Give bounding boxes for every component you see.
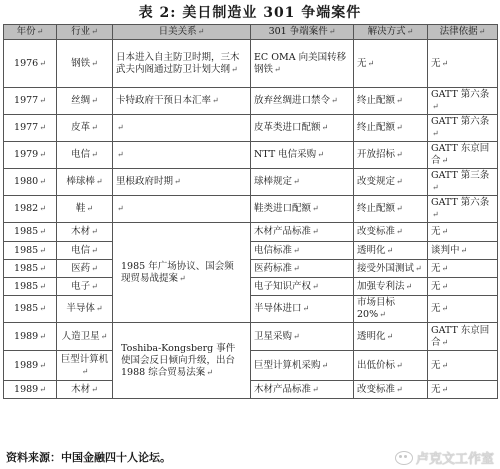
table-row — [4, 242, 498, 260]
cell-resolution: 终止配额↵ — [354, 196, 428, 223]
cell-case: 鞋类进口配额↵ — [251, 196, 354, 223]
cell-basis: GATT 东京回合↵ — [428, 323, 498, 351]
cell-case: 木材产品标准↵ — [251, 381, 354, 399]
cell-basis: 无↵ — [428, 40, 498, 88]
cell-year: 1985↵ — [4, 223, 57, 242]
cell-industry: 丝绸↵ — [57, 88, 113, 115]
table-row — [4, 323, 498, 351]
source-note: 资料来源：中国金融四十人论坛。 — [6, 451, 171, 464]
cell-industry: 木材↵ — [57, 223, 113, 242]
table-row — [4, 88, 498, 115]
cell-resolution: 透明化↵ — [354, 323, 428, 351]
cell-case: 电信标准↵ — [251, 242, 354, 260]
cell-case: 球棒规定↵ — [251, 169, 354, 196]
cell-industry: 电子↵ — [57, 278, 113, 296]
table-row — [4, 115, 498, 142]
cell-basis: 无↵ — [428, 351, 498, 381]
cell-case: NTT 电信采购↵ — [251, 142, 354, 169]
cell-case: 半导体进口↵ — [251, 296, 354, 323]
table-header-row — [4, 25, 498, 40]
cell-case: 皮革类进口配额↵ — [251, 115, 354, 142]
table-row — [4, 40, 498, 88]
header-basis: 法律依据↵ — [428, 25, 498, 40]
cell-case: 卫星采购↵ — [251, 323, 354, 351]
cell-case: 电子知识产权↵ — [251, 278, 354, 296]
table-row — [4, 351, 498, 381]
cell-case: 放弃丝绸进口禁令↵ — [251, 88, 354, 115]
table-row — [4, 169, 498, 196]
cell-year: 1985↵ — [4, 278, 57, 296]
cell-basis: GATT 第六条↵ — [428, 115, 498, 142]
cell-relation-1989: Toshiba-Kongsberg 事件使国会反日倾向升级，出台 1988 综合贸易法案↵ — [113, 323, 251, 399]
cell-basis: 无↵ — [428, 223, 498, 242]
table-row — [4, 381, 498, 399]
header-industry: 行业↵ — [57, 25, 113, 40]
cell-year: 1985↵ — [4, 242, 57, 260]
cell-resolution: 市场目标 20%↵ — [354, 296, 428, 323]
cell-year: 1989↵ — [4, 381, 57, 399]
cell-industry: 电信↵ — [57, 142, 113, 169]
trade-cases-table — [3, 24, 498, 399]
header-year: 年份↵ — [4, 25, 57, 40]
watermark — [395, 448, 494, 467]
header-resolution: 解决方式↵ — [354, 25, 428, 40]
cell-year: 1976↵ — [4, 40, 57, 88]
cell-industry: 电信↵ — [57, 242, 113, 260]
cell-resolution: 加强专利法↵ — [354, 278, 428, 296]
cell-basis: 谈判中↵ — [428, 242, 498, 260]
cell-year: 1977↵ — [4, 115, 57, 142]
cell-industry: 人造卫星↵ — [57, 323, 113, 351]
cell-industry: 棒球棒↵ — [57, 169, 113, 196]
cell-resolution: 改变标准↵ — [354, 381, 428, 399]
cell-relation-1985: 1985 年广场协议、国会频现贸易战提案↵ — [113, 223, 251, 323]
cell-industry: 钢铁↵ — [57, 40, 113, 88]
watermark-text: 卢克文工作室 — [415, 452, 494, 467]
cell-resolution: 终止配额↵ — [354, 115, 428, 142]
cell-industry: 半导体↵ — [57, 296, 113, 323]
cell-relation: 卡特政府干预日本汇率↵ — [113, 88, 251, 115]
cell-basis: 无↵ — [428, 260, 498, 278]
table-row — [4, 223, 498, 242]
cell-case: 巨型计算机采购↵ — [251, 351, 354, 381]
cell-year: 1982↵ — [4, 196, 57, 223]
cell-case: EC OMA 向美国转移钢铁↵ — [251, 40, 354, 88]
cell-industry: 木材↵ — [57, 381, 113, 399]
cell-resolution: 改变标准↵ — [354, 223, 428, 242]
cell-year: 1980↵ — [4, 169, 57, 196]
cell-basis: GATT 第三条↵ — [428, 169, 498, 196]
table-row — [4, 296, 498, 323]
cell-basis: 无↵ — [428, 296, 498, 323]
cell-resolution: 接受外国测试↵ — [354, 260, 428, 278]
cell-year: 1985↵ — [4, 260, 57, 278]
cell-year: 1989↵ — [4, 351, 57, 381]
cell-basis: 无↵ — [428, 381, 498, 399]
cell-resolution: 开放招标↵ — [354, 142, 428, 169]
cell-resolution: 无↵ — [354, 40, 428, 88]
cell-year: 1979↵ — [4, 142, 57, 169]
cell-industry: 皮革↵ — [57, 115, 113, 142]
cell-industry: 医药↵ — [57, 260, 113, 278]
cell-case: 木材产品标准↵ — [251, 223, 354, 242]
wechat-icon — [395, 451, 413, 465]
cell-year: 1977↵ — [4, 88, 57, 115]
cell-basis: GATT 第六条↵ — [428, 88, 498, 115]
cell-case: 医药标准↵ — [251, 260, 354, 278]
table-row — [4, 196, 498, 223]
cell-resolution: 终止配额↵ — [354, 88, 428, 115]
cell-relation: 里根政府时期↵ — [113, 169, 251, 196]
cell-industry: 鞋↵ — [57, 196, 113, 223]
header-case: 301 争端案件↵ — [251, 25, 354, 40]
cell-resolution: 透明化↵ — [354, 242, 428, 260]
table-row — [4, 260, 498, 278]
cell-industry: 巨型计算机↵ — [57, 351, 113, 381]
cell-year: 1985↵ — [4, 296, 57, 323]
cell-resolution: 改变规定↵ — [354, 169, 428, 196]
cell-resolution: 出低价标↵ — [354, 351, 428, 381]
cell-relation: ↵ — [113, 115, 251, 142]
header-relation: 日美关系↵ — [113, 25, 251, 40]
table-title: 表 2: 美日制造业 301 争端案件 — [138, 5, 362, 21]
cell-relation: ↵ — [113, 142, 251, 169]
cell-basis: 无↵ — [428, 278, 498, 296]
table-row — [4, 142, 498, 169]
cell-relation: 日本进入自主防卫时期，三木武夫内阁通过防卫计划大纲↵ — [113, 40, 251, 88]
cell-basis: GATT 东京回合↵ — [428, 142, 498, 169]
table-row — [4, 278, 498, 296]
cell-year: 1989↵ — [4, 323, 57, 351]
cell-basis: GATT 第六条↵ — [428, 196, 498, 223]
cell-relation: ↵ — [113, 196, 251, 223]
